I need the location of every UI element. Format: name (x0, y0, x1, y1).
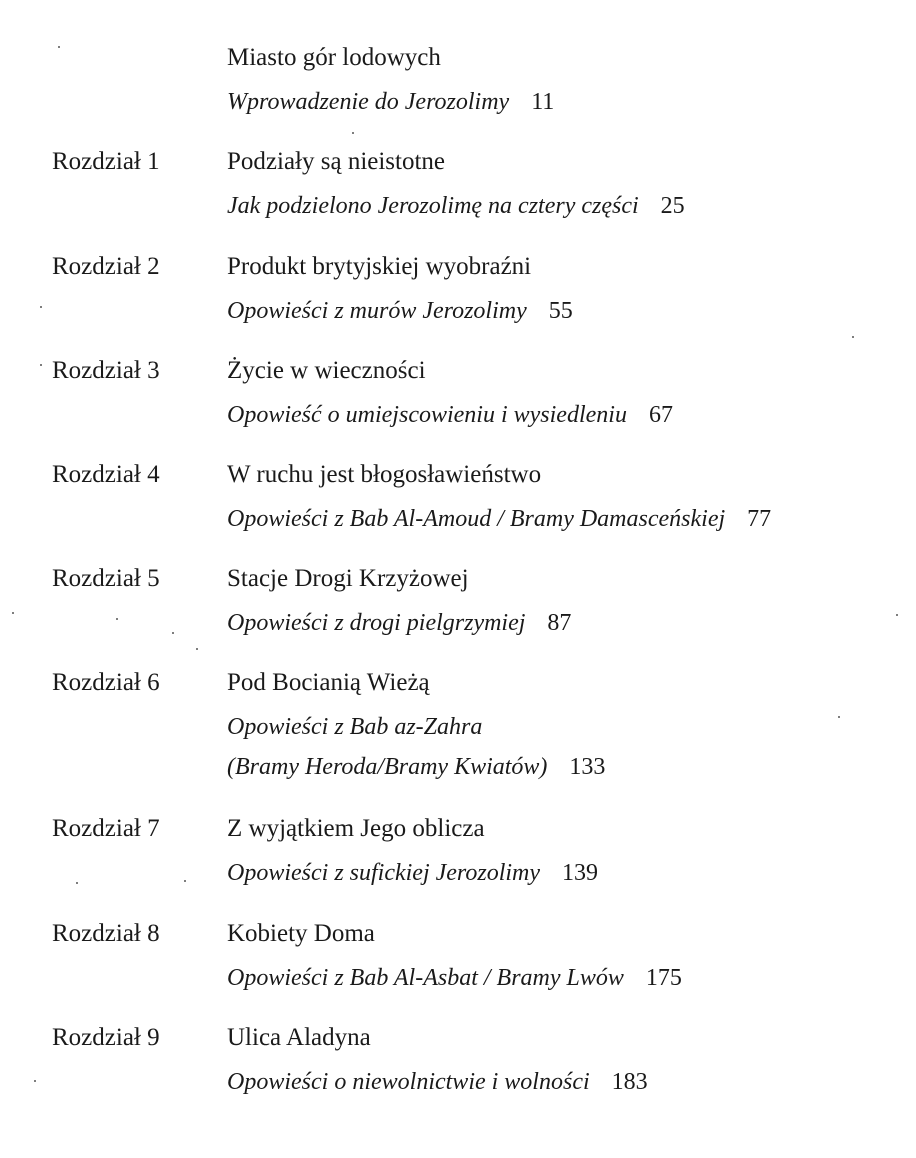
chapter-subtitle (227, 297, 907, 325)
chapter-label: Rozdział 1 (52, 148, 160, 175)
chapter-title: Ulica Aladyna (227, 1024, 371, 1051)
page-number: 55 (548, 298, 573, 324)
subtitle-line: Opowieść o umiejscowieniu i wysiedleniu (227, 402, 627, 428)
chapter-title: Życie w wieczności (227, 357, 426, 384)
chapter-subtitle-continued (227, 753, 907, 781)
chapter-subtitle (227, 505, 907, 533)
chapter-subtitle (227, 88, 907, 116)
page-number: 133 (569, 754, 606, 780)
subtitle-line: Jak podzielono Jerozolimę na cztery części (227, 193, 639, 219)
chapter-title: Pod Bocianią Wieżą (227, 669, 430, 696)
entry-body (227, 355, 907, 429)
scan-speck (352, 132, 354, 134)
chapter-subtitle (227, 859, 907, 887)
page-number: 87 (547, 610, 572, 636)
subtitle-line: (Bramy Heroda/Bramy Kwiatów) (227, 754, 548, 780)
chapter-subtitle (227, 1068, 907, 1096)
scan-speck (852, 336, 854, 338)
subtitle-line: Opowieści z Bab Al-Asbat / Bramy Lwów (227, 965, 624, 991)
chapter-label: Rozdział 5 (52, 565, 160, 592)
page-number: 139 (562, 860, 599, 886)
page-number: 175 (645, 965, 682, 991)
chapter-title: W ruchu jest błogosławieństwo (227, 461, 542, 488)
chapter-title: Stacje Drogi Krzyżowej (227, 565, 469, 592)
page-number: 25 (660, 193, 685, 219)
page-number: 67 (648, 402, 673, 428)
subtitle-line: Opowieści z Bab Al-Amoud / Bramy Damasceńskiej (227, 506, 726, 532)
scan-speck (40, 306, 42, 308)
subtitle-line: Opowieści z murów Jerozolimy (227, 298, 527, 324)
subtitle-line: Opowieści z Bab az-Zahra (227, 714, 483, 740)
subtitle-line: Opowieści z sufickiej Jerozolimy (227, 860, 541, 886)
chapter-title: Kobiety Doma (227, 920, 375, 947)
subtitle-line: Opowieści z drogi pielgrzymiej (227, 610, 526, 636)
subtitle-line: Opowieści o niewolnictwie i wolności (227, 1069, 590, 1095)
entry-body (227, 813, 907, 887)
chapter-title: Produkt brytyjskiej wyobraźni (227, 253, 532, 280)
chapter-label: Rozdział 4 (52, 461, 160, 488)
chapter-label: Rozdział 6 (52, 669, 160, 696)
scan-speck (116, 618, 118, 620)
scan-speck (184, 880, 186, 882)
chapter-subtitle (227, 192, 907, 220)
chapter-subtitle (227, 964, 907, 992)
chapter-title: Podziały są nieistotne (227, 148, 446, 175)
chapter-label: Rozdział 3 (52, 357, 160, 384)
chapter-subtitle (227, 713, 907, 741)
chapter-title: Z wyjątkiem Jego oblicza (227, 815, 485, 842)
scan-speck (34, 1080, 36, 1082)
scan-speck (58, 46, 60, 48)
chapter-label: Rozdział 9 (52, 1024, 160, 1051)
entry-body (227, 146, 907, 220)
chapter-label: Rozdział 2 (52, 253, 160, 280)
scan-speck (172, 632, 174, 634)
page-number: 77 (747, 506, 772, 532)
chapter-label: Rozdział 8 (52, 920, 160, 947)
scan-speck (896, 614, 898, 616)
chapter-subtitle (227, 609, 907, 637)
entry-body (227, 1022, 907, 1096)
entry-body (227, 42, 907, 116)
chapter-subtitle (227, 401, 907, 429)
entry-body (227, 918, 907, 992)
chapter-title: Miasto gór lodowych (227, 44, 441, 71)
entry-body (227, 563, 907, 637)
chapter-label: Rozdział 7 (52, 815, 160, 842)
scan-speck (838, 716, 840, 718)
page-number: 183 (611, 1069, 648, 1095)
entry-body (227, 667, 907, 781)
entry-body (227, 251, 907, 325)
page-number: 11 (531, 89, 555, 115)
entry-body (227, 459, 907, 533)
scan-speck (76, 882, 78, 884)
scan-speck (12, 612, 14, 614)
scan-speck (196, 648, 198, 650)
subtitle-line: Wprowadzenie do Jerozolimy (227, 89, 510, 115)
scan-speck (40, 364, 42, 366)
